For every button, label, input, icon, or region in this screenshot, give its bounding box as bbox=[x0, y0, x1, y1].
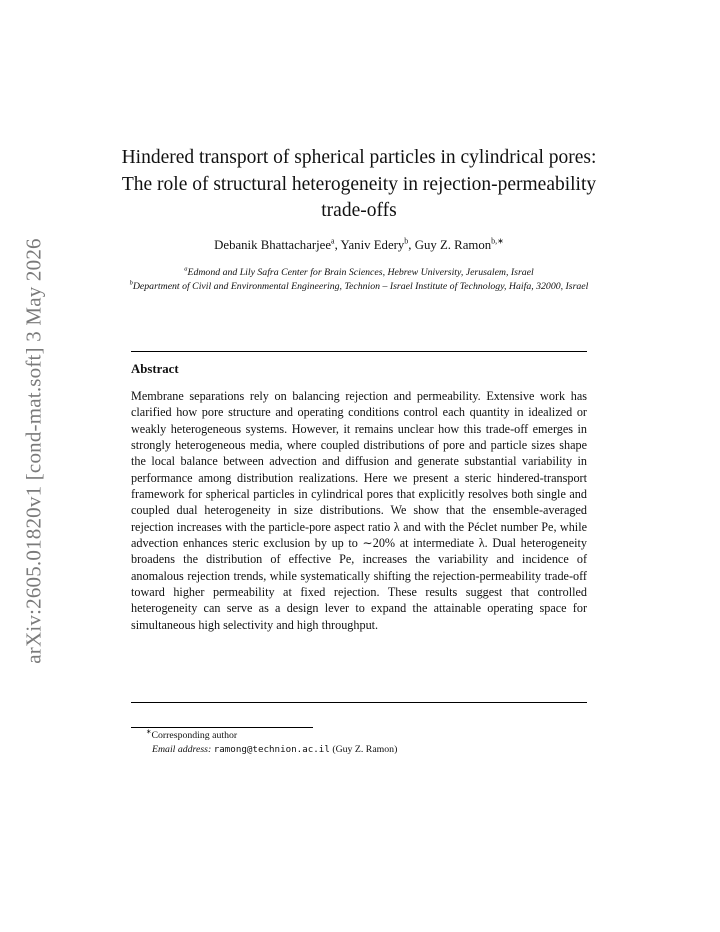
affiliation-text: Department of Civil and Environmental Engineering, Technion – Israel Institute of Technology, Haifa, 32000, Israel bbox=[132, 280, 589, 292]
affiliation bbox=[128, 280, 590, 294]
footnote-rule bbox=[131, 727, 313, 728]
abstract-top-rule bbox=[131, 351, 587, 352]
footnote-corresponding bbox=[146, 730, 237, 741]
affiliation bbox=[128, 266, 590, 280]
corresponding-author-label: Corresponding author bbox=[151, 730, 238, 741]
affiliation-list bbox=[128, 266, 590, 293]
author-list: Debanik Bhattacharjee$^a$, Yaniv Edery$^b$, Guy Z. Ramon$^{b,∗}$ bbox=[214, 236, 504, 252]
author-name: Debanik Bhattacharjee bbox=[214, 238, 332, 252]
author-name: Yaniv Edery bbox=[340, 238, 405, 252]
abstract-heading: Abstract bbox=[131, 362, 179, 376]
email-owner: (Guy Z. Ramon) bbox=[332, 744, 398, 755]
author-affil-mark: b,∗ bbox=[491, 236, 504, 246]
author-affil-mark: a bbox=[331, 236, 335, 246]
affiliation-mark: a bbox=[184, 265, 188, 273]
abstract-bottom-rule bbox=[131, 702, 587, 703]
arxiv-identifier: arXiv:2605.01820v1 [cond-mat.soft] 3 May 2026 bbox=[21, 238, 46, 664]
email-label: Email address: bbox=[152, 744, 212, 755]
affiliation-mark: b bbox=[129, 279, 133, 287]
affiliation-text: Edmond and Lily Safra Center for Brain Sciences, Hebrew University, Jerusalem, Israel bbox=[187, 267, 534, 278]
email-address[interactable]: ramong@technion.ac.il bbox=[213, 744, 330, 755]
footnote-email bbox=[152, 744, 397, 755]
author-affil-mark: b bbox=[404, 236, 409, 246]
author-name: Guy Z. Ramon bbox=[414, 238, 492, 252]
abstract-text: Membrane separations rely on balancing rejection and permeability. Extensive work has clarified how pore structure and operating conditions control each quantity in idealized or weakly heterogeneous systems. However, it remains unclear how this trade-off emerges in strongly heterogeneous media, where coupled distributions of pore and particle sizes shape the local balance between advection and diffusion and generate substantial variability in performance among distribution realizations. Here we present a steric hindered-transport framework for spherical particles in cylindrical pores that explicitly resolves both single and coupled dual heterogeneity in size distributions. We show that the ensemble-averaged rejection increases with the particle-pore aspect ratio λ and with the Péclet number Pe, while advection enhances steric exclusion by up to ∼20% at intermediate λ. Dual heterogeneity broadens the distribution of effective Pe, increases the variability and incidence of anomalous rejection trends, while systematically shifting the rejection-permeability trade-off toward higher permeability at fixed rejection. These results suggest that controlled heterogeneity can serve as a design lever to expand the attainable operating space for simultaneous high selectivity and high throughput. bbox=[131, 389, 587, 632]
paper-title: Hindered transport of spherical particles in cylindrical pores: The role of structural heterogeneity in rejection-permeability trade-offs bbox=[121, 147, 597, 221]
footnote-mark: ∗ bbox=[146, 728, 152, 736]
